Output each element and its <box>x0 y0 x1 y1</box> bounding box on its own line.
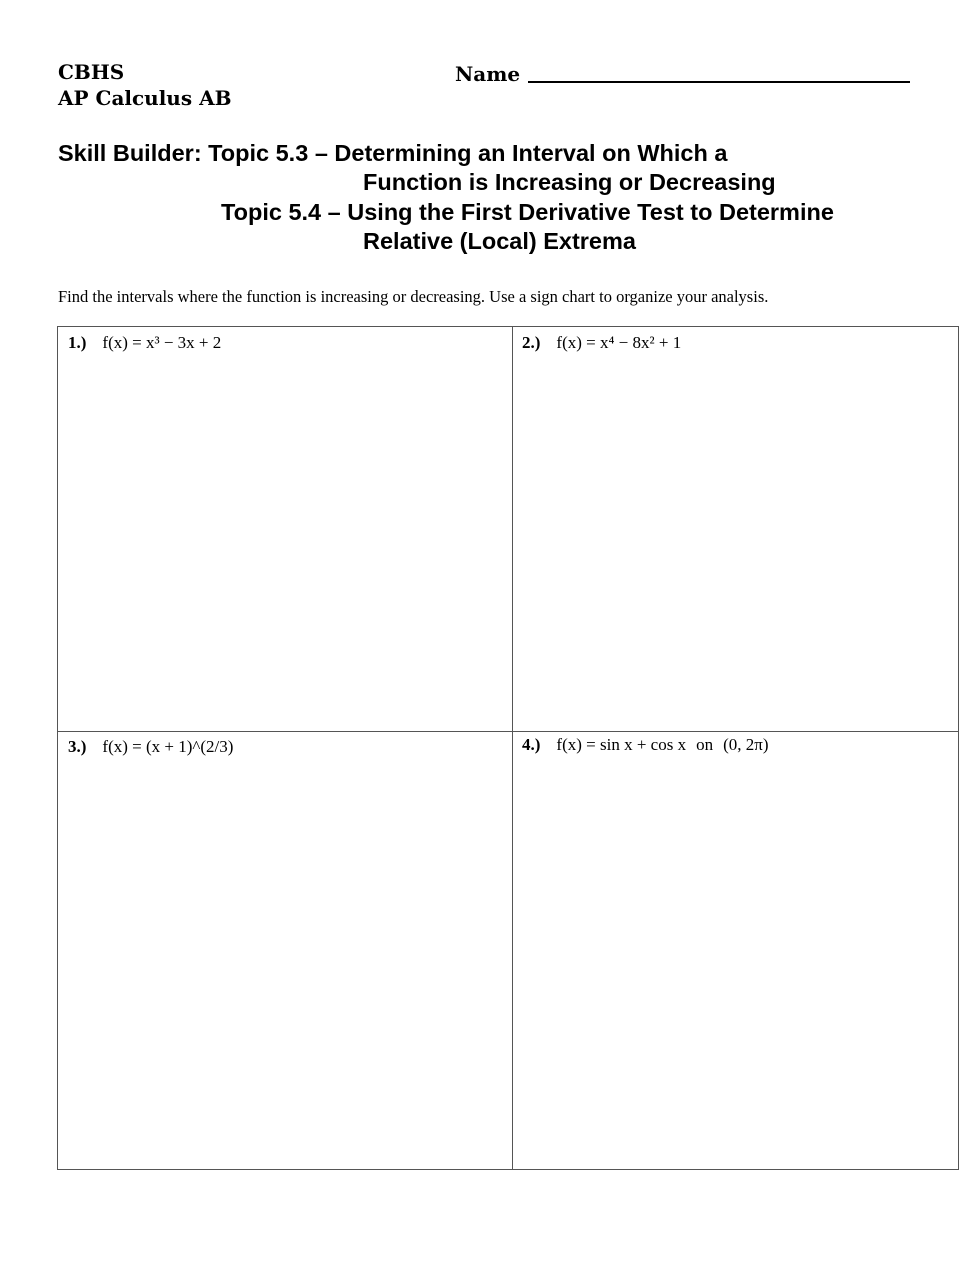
title-line-3: Topic 5.4 – Using the First Derivative Test to Determine <box>221 199 834 225</box>
problem-1-number: 1.) <box>68 333 87 352</box>
problem-2-number: 2.) <box>522 333 541 352</box>
problem-3-work-area[interactable] <box>58 732 512 1169</box>
problem-3-equation: f(x) = (x + 1)^(2/3) <box>102 737 234 756</box>
problem-4-equation: f(x) = sin x + cos x <box>556 735 687 754</box>
problem-4-domain: (0, 2π) <box>723 735 769 754</box>
problem-4-domain-word: on <box>696 735 714 754</box>
problem-1-work-area[interactable] <box>58 327 512 731</box>
title-line-1: Skill Builder: Topic 5.3 – Determining an Interval on Which a <box>58 140 728 166</box>
problem-1-equation: f(x) = x³ − 3x + 2 <box>102 333 222 352</box>
problem-3-number: 3.) <box>68 737 87 756</box>
name-label: Name <box>455 62 521 86</box>
problem-4-number: 4.) <box>522 735 541 754</box>
course-name: AP Calculus AB <box>58 86 232 110</box>
problem-4-work-area[interactable] <box>513 732 960 1169</box>
name-blank-line[interactable] <box>528 61 910 83</box>
title-line-4: Relative (Local) Extrema <box>363 228 636 254</box>
school-name: CBHS <box>58 60 125 84</box>
name-field[interactable] <box>455 59 910 87</box>
title-line-2: Function is Increasing or Decreasing <box>363 169 776 195</box>
problem-2-equation: f(x) = x⁴ − 8x² + 1 <box>556 333 682 352</box>
problem-grid <box>57 326 959 1170</box>
instructions: Find the intervals where the function is increasing or decreasing. Use a sign chart to organize your analysis. <box>58 287 769 306</box>
problem-2-work-area[interactable] <box>513 327 960 731</box>
